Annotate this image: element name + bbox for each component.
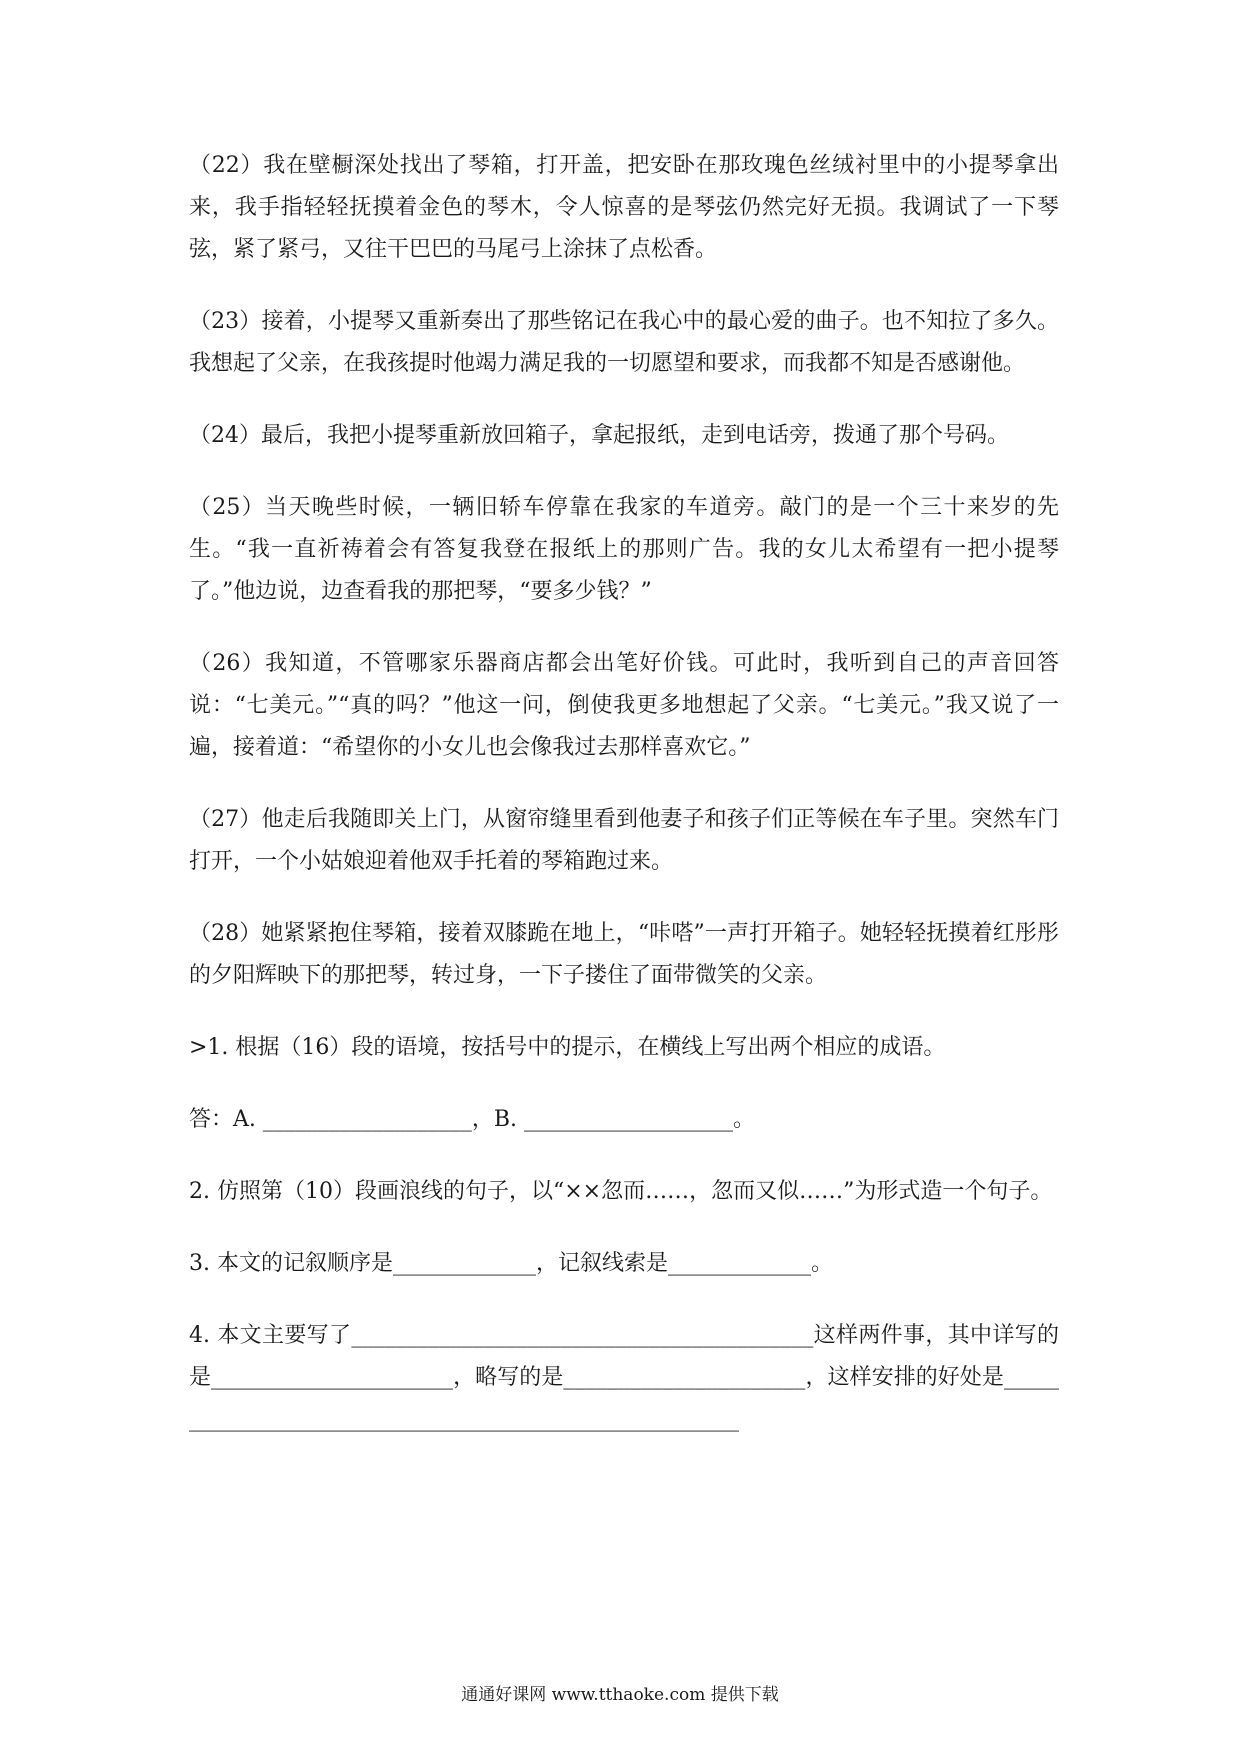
paragraph-26: （26）我知道，不管哪家乐器商店都会出笔好价钱。可此时，我听到自己的声音回答说：“七美元。”“真的吗？”他这一问，倒使我更多地想起了父亲。“七美元。”我又说了一遍，接着道：“希望你的小女儿也会像我过去那样喜欢它。” <box>189 651 1059 760</box>
question-1: >1. 根据（16）段的语境，按括号中的提示，在横线上写出两个相应的成语。 <box>189 1035 946 1060</box>
paragraph-22: （22）我在壁橱深处找出了琴箱，打开盖，把安卧在那玫瑰色丝绒衬里中的小提琴拿出来，我手指轻轻抚摸着金色的琴木，令人惊喜的是琴弦仍然完好无损。我调试了一下琴弦，紧了紧弓，又往干巴巴的马尾弓上涂抹了点松香。 <box>189 153 1059 262</box>
paragraph-24: （24）最后，我把小提琴重新放回箱子，拿起报纸，走到电话旁，拨通了那个号码。 <box>189 423 1009 448</box>
question-2: 2. 仿照第（10）段画浪线的句子，以“××忽而……，忽而又似……”为形式造一个句子。 <box>189 1179 1053 1204</box>
paragraph-23: （23）接着，小提琴又重新奏出了那些铭记在我心中的最心爱的曲子。也不知拉了多久。我想起了父亲，在我孩提时他竭力满足我的一切愿望和要求，而我都不知是否感谢他。 <box>189 309 1059 376</box>
page-footer: 通通好课网 www.tthaoke.com 提供下载 <box>461 1685 779 1705</box>
paragraph-28: （28）她紧紧抱住琴箱，接着双膝跪在地上，“咔嗒”一声打开箱子。她轻轻抚摸着红彤彤的夕阳辉映下的那把琴，转过身，一下子搂住了面带微笑的父亲。 <box>189 921 1059 988</box>
question-4: 4. 本文主要写了__________________________________________这样两件事，其中详写的是______________________，略写的是______________________，这样安排的好处是_______________________________________________________ <box>189 1323 1059 1432</box>
paragraph-25: （25）当天晚些时候，一辆旧轿车停靠在我家的车道旁。敲门的是一个三十来岁的先生。“我一直祈祷着会有答复我登在报纸上的那则广告。我的女儿太希望有一把小提琴了。”他边说，边查看我的那把琴，“要多少钱？” <box>189 495 1059 604</box>
question-3: 3. 本文的记叙顺序是_____________，记叙线索是_____________。 <box>189 1251 833 1276</box>
answer-line-1: 答：A. ___________________，B. ___________________。 <box>189 1107 756 1132</box>
paragraph-27: （27）他走后我随即关上门，从窗帘缝里看到他妻子和孩子们正等候在车子里。突然车门打开，一个小姑娘迎着他双手托着的琴箱跑过来。 <box>189 807 1059 874</box>
document-body <box>189 145 1059 1471</box>
